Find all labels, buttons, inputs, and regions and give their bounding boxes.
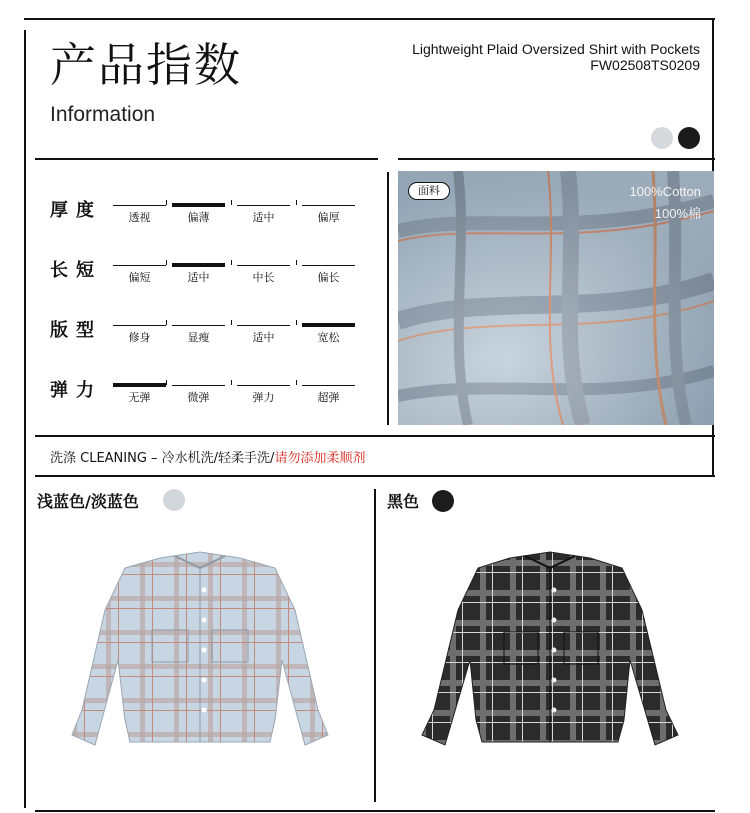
spec-fabric-divider (387, 172, 389, 425)
spec-option[interactable] (113, 380, 166, 404)
spec-option-label: 适中 (252, 331, 275, 344)
product-name: Lightweight Plaid Oversized Shirt with Pockets (412, 41, 700, 57)
spec-option-bar (302, 385, 355, 386)
spec-option-bar (237, 325, 290, 326)
product-info (412, 41, 700, 73)
spec-option-bar (172, 385, 225, 386)
spec-option-label: 弹力 (252, 391, 275, 404)
color-dot-black[interactable] (432, 490, 454, 512)
spec-option[interactable] (302, 320, 355, 344)
spec-option-bar (237, 265, 290, 266)
cleaning-instructions (50, 447, 365, 466)
spec-option[interactable] (237, 200, 290, 224)
spec-option-bar (113, 325, 166, 326)
spec-option-bar-selected (172, 203, 225, 207)
spec-option[interactable] (172, 260, 225, 284)
spec-option-label: 超弹 (317, 391, 340, 404)
frame-top-line (24, 18, 715, 20)
header-swatch-black[interactable] (678, 127, 700, 149)
spec-scale (113, 260, 367, 284)
spec-tick (296, 380, 297, 385)
spec-tick (166, 320, 167, 325)
spec-tick (296, 200, 297, 205)
spec-tick (166, 260, 167, 265)
color-name-light: 浅蓝色/淡蓝色 (37, 492, 139, 511)
color-dot-light[interactable] (163, 489, 185, 511)
color-name-black: 黑色 (387, 492, 420, 511)
fabric-tag: 面料 (408, 182, 450, 200)
spec-option[interactable] (113, 320, 166, 344)
spec-option[interactable] (237, 380, 290, 404)
spec-tick (296, 260, 297, 265)
spec-option-label: 宽松 (317, 331, 340, 344)
spec-tick (166, 200, 167, 205)
spec-option-label: 修身 (128, 331, 151, 344)
spec-option-bar (302, 205, 355, 206)
spec-scale (113, 320, 367, 344)
spec-option[interactable] (172, 380, 225, 404)
header-divider-right (398, 158, 715, 160)
header-swatch-light[interactable] (651, 127, 673, 149)
spec-option-label: 透视 (128, 211, 151, 224)
spec-label: 版型 (50, 320, 102, 341)
page-title: 产品指数 (50, 38, 242, 92)
spec-option-bar (113, 265, 166, 266)
spec-option-label: 微弹 (187, 391, 210, 404)
shirt-black-illustration (410, 550, 690, 755)
spec-tick (231, 320, 232, 325)
spec-option-label: 偏厚 (317, 211, 340, 224)
shirt-light-illustration (60, 550, 340, 755)
spec-label: 长短 (50, 260, 102, 281)
spec-option-label: 无弹 (128, 391, 151, 404)
spec-tick (231, 380, 232, 385)
spec-option-bar (302, 265, 355, 266)
spec-option-label: 偏长 (317, 271, 340, 284)
spec-option[interactable] (172, 320, 225, 344)
spec-option-bar (113, 205, 166, 206)
spec-tick (231, 200, 232, 205)
spec-option[interactable] (113, 260, 166, 284)
spec-option-label: 适中 (252, 211, 275, 224)
spec-option[interactable] (302, 380, 355, 404)
shirt-image-black (410, 550, 690, 755)
spec-option[interactable] (302, 200, 355, 224)
spec-option[interactable] (302, 260, 355, 284)
shirt-image-light (60, 550, 340, 755)
spec-label: 弹力 (50, 380, 102, 401)
spec-option[interactable] (172, 200, 225, 224)
spec-label: 厚度 (50, 200, 102, 221)
spec-option-bar (172, 325, 225, 326)
spec-tick (296, 320, 297, 325)
frame-left-line (24, 30, 26, 808)
spec-option[interactable] (113, 200, 166, 224)
specs-bottom-line (35, 435, 715, 437)
fabric-composition-cn: 100%棉 (654, 206, 701, 221)
spec-tick (166, 380, 167, 385)
spec-tick (231, 260, 232, 265)
spec-option-bar-selected (113, 383, 166, 387)
spec-scale (113, 380, 367, 404)
spec-option-label: 中长 (252, 271, 275, 284)
spec-option[interactable] (237, 260, 290, 284)
product-code: FW02508TS0209 (590, 57, 700, 73)
spec-option-label: 偏短 (128, 271, 151, 284)
spec-scale (113, 200, 367, 224)
spec-option-label: 显瘦 (187, 331, 210, 344)
spec-option-label: 偏薄 (187, 211, 210, 224)
spec-option-label: 适中 (187, 271, 210, 284)
cleaning-bottom-line (35, 475, 715, 477)
colors-divider (374, 489, 376, 802)
cleaning-text: 洗涤 CLEANING – 冷水机洗/轻柔手洗/ (50, 451, 275, 466)
page-subtitle: Information (50, 103, 156, 126)
spec-option-bar (237, 385, 290, 386)
spec-option-bar-selected (172, 263, 225, 267)
header-divider-left (35, 158, 378, 160)
fabric-composition-en: 100%Cotton (629, 184, 701, 199)
frame-bottom-line (35, 810, 715, 812)
spec-option[interactable] (237, 320, 290, 344)
spec-option-bar-selected (302, 323, 355, 327)
cleaning-warning: 请勿添加柔顺剂 (274, 451, 366, 466)
spec-option-bar (237, 205, 290, 206)
